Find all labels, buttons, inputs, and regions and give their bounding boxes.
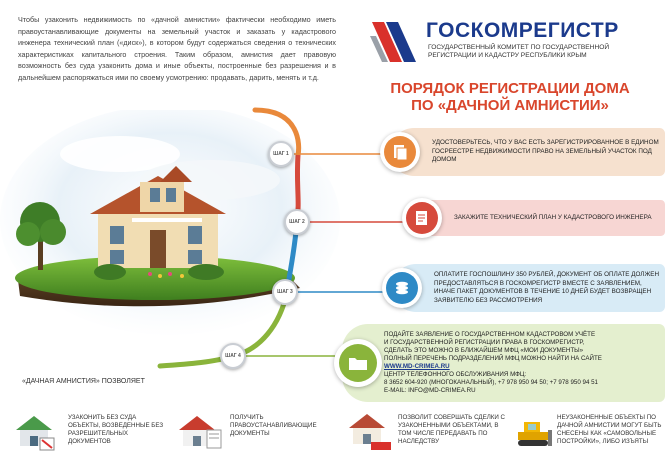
step-3-icon-ring xyxy=(382,268,422,308)
benefit-4 xyxy=(510,404,670,464)
flag-logo-icon xyxy=(368,16,422,68)
main-title-line-2: ПО «ДАЧНОЙ АМНИСТИИ» xyxy=(411,97,609,114)
logo-title: ГОСКОМРЕГИСТР xyxy=(426,19,619,42)
step-1-icon-ring xyxy=(380,132,420,172)
step-4-line-4: ПОЛНЫЙ ПЕРЕЧЕНЬ ПОДРАЗДЕЛЕНИЙ МФЦ МОЖНО НАЙТИ НА САЙТЕ xyxy=(384,355,602,363)
step-3-text: ОПЛАТИТЕ ГОСПОШЛИНУ 350 РУБЛЕЙ, ДОКУМЕНТ ОБ ОПЛАТЕ ДОЛЖЕН ПРЕДОСТАВЛЯТЬСЯ В ГОСКОМРЕГИСТР ВМЕСТЕ С ЗАЯВЛЕНИЕМ, ИНАЧЕ ПАКЕТ ДОКУМЕНТОВ В ТЕЧЕНИЕ 10 ДНЕЙ БУДЕТ ВОЗВРАЩЕН ЗАЯВИТЕЛЮ БЕЗ РАССМОТРЕНИЯ xyxy=(434,271,660,304)
coins-icon xyxy=(386,272,418,304)
logo-subtitle-line-2: РЕГИСТРАЦИИ И КАДАСТРУ РЕСПУБЛИКИ КРЫМ xyxy=(428,52,587,60)
step-2-icon-ring xyxy=(402,198,442,238)
benefit-1-text: УЗАКОНИТЬ БЕЗ СУДА ОБЪЕКТЫ, ВОЗВЕДЕННЫЕ БЕЗ РАЗРЕШИТЕЛЬНЫХ ДОКУМЕНТОВ xyxy=(68,414,164,445)
step-4-card xyxy=(342,324,665,402)
step-2-badge: ШАГ 2 xyxy=(284,209,310,235)
step-1-card xyxy=(390,128,665,176)
step-2-card xyxy=(412,200,665,236)
step-3-card xyxy=(392,264,665,312)
logo-subtitle xyxy=(428,44,609,61)
step-1-badge: ШАГ 1 xyxy=(268,141,294,167)
house-stamp-icon xyxy=(10,408,60,454)
step-4-icon-ring xyxy=(334,339,382,387)
step-1-text: УДОСТОВЕРЬТЕСЬ, ЧТО У ВАС ЕСТЬ ЗАРЕГИСТРИРОВАННОЕ В ЕДИНОМ ГОСРЕЕСТРЕ НЕДВИЖИМОСТИ ПРАВО НА ЗЕМЕЛЬНЫЙ УЧАСТОК ПОД ДОМОМ xyxy=(432,139,659,164)
folder-icon xyxy=(339,344,377,382)
step-4-line-1: ПОДАЙТЕ ЗАЯВЛЕНИЕ О ГОСУДАРСТВЕННОМ КАДАСТРОВОМ УЧЁТЕ xyxy=(384,331,596,339)
benefit-4-text: НЕУЗАКОНЕННЫЕ ОБЪЕКТЫ ПО ДАЧНОЙ АМНИСТИИ МОГУТ БЫТЬ СНЕСЕНЫ КАК «САМОВОЛЬНЫЕ ПОСТРОЙКИ», ЛИБО ИЗЪЯТЫ xyxy=(557,414,662,445)
benefit-2-text: ПОЛУЧИТЬ ПРАВОУСТАНАВЛИВАЮЩИЕ ДОКУМЕНТЫ xyxy=(230,414,317,437)
step-3-badge: ШАГ 3 xyxy=(272,279,298,305)
step-4-contact-1: ЦЕНТР ТЕЛЕФОННОГО ОБСЛУЖИВАНИЯ МФЦ: xyxy=(384,370,527,378)
benefit-3 xyxy=(345,404,505,464)
bulldozer-icon xyxy=(510,408,560,454)
step-4-text xyxy=(384,331,659,394)
step-4-contact-2: 8 3652 604-920 (МНОГОКАНАЛЬНЫЙ), +7 978 950 94 50; +7 978 950 94 51 xyxy=(384,378,598,386)
documents-icon xyxy=(384,136,416,168)
main-title-line-1: ПОРЯДОК РЕГИСТРАЦИИ ДОМА xyxy=(390,80,630,97)
technical-plan-icon xyxy=(406,202,438,234)
benefit-3-text: ПОЗВОЛИТ СОВЕРШАТЬ СДЕЛКИ С УЗАКОНЕННЫМИ ОБЪЕКТАМИ, В ТОМ ЧИСЛЕ ПЕРЕДАВАТЬ ПО НАСЛЕДСТВУ xyxy=(398,414,506,445)
goskomregistr-logo xyxy=(368,14,664,70)
step-4-contact-3: E-MAIL: INFO@MD-CRIMEA.RU xyxy=(384,386,476,394)
benefit-2 xyxy=(175,404,335,464)
intro-paragraph: Чтобы узаконить недвижимость по «дачной амнистии» фактически необходимо иметь правоустанавливающие документы на земельный участок и заказать у кадастрового инженера технический план («диск»), в котором будут содержаться сведения о технических характеристиках капитального строения. Таким образом, амнистия дает правовую возможность без суда узаконить дома и иные объекты, построенные без разрешения и в дальнейшем распоряжаться ими по своему усмотрению: продавать, дарить, менять и т.д. xyxy=(18,15,336,82)
house-certificate-icon xyxy=(175,408,225,454)
house-sale-icon xyxy=(345,408,395,454)
amnesty-label: «ДАЧНАЯ АМНИСТИЯ» ПОЗВОЛЯЕТ xyxy=(22,378,145,385)
logo-subtitle-line-1: ГОСУДАРСТВЕННЫЙ КОМИТЕТ ПО ГОСУДАРСТВЕННОЙ xyxy=(428,44,610,51)
step-4-line-3: СДЕЛАТЬ ЭТО МОЖНО В БЛИЖАЙШЕМ МФЦ «МОИ ДОКУМЕНТЫ» xyxy=(384,347,584,355)
benefit-1 xyxy=(10,404,170,464)
step-4-badge: ШАГ 4 xyxy=(220,343,246,369)
main-title xyxy=(360,80,660,114)
mfc-website-link[interactable]: WWW.MD-CRIMEA.RU xyxy=(384,363,450,370)
step-4-line-2: И ГОСУДАРСТВЕННОЙ РЕГИСТРАЦИИ ПРАВА В ГОСКОМРЕГИСТР, xyxy=(384,339,585,347)
step-2-text: ЗАКАЖИТЕ ТЕХНИЧЕСКИЙ ПЛАН У КАДАСТРОВОГО ИНЖЕНЕРА xyxy=(454,213,652,221)
